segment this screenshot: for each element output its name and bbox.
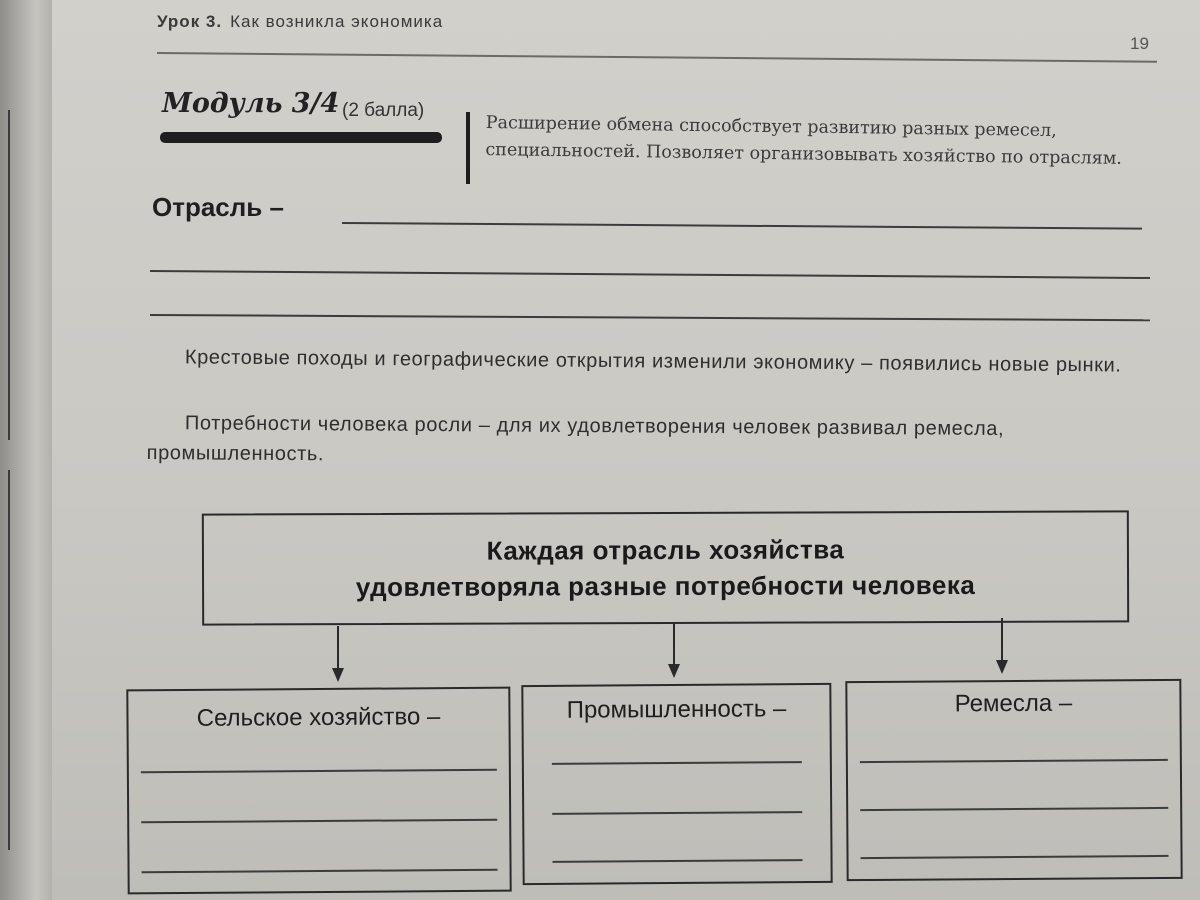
branch-label: Ремесла – [954,689,1073,718]
page-edge-line [8,110,10,440]
answer-line[interactable] [553,859,803,863]
branch-label: Сельское хозяйство – [196,703,441,732]
main-box-line-2: удовлетворяла разные потребности человека [355,569,976,603]
answer-line[interactable] [861,855,1169,859]
page-edge-line [8,470,10,850]
definition-term: Отрасль – [152,192,284,222]
textbook-page [52,0,1200,900]
branch-label: Промышленность – [566,695,787,724]
branch-box-industry [521,683,832,885]
answer-line[interactable] [150,314,1150,321]
answer-line[interactable] [150,270,1150,279]
branch-box-agriculture [126,687,511,895]
header-rule [157,52,1157,63]
answer-line[interactable] [141,819,497,823]
answer-line[interactable] [141,769,497,773]
arrow-down-icon [337,626,339,680]
answer-line[interactable] [552,811,802,815]
diagram-main-box [202,510,1129,625]
lesson-title: Как возникла экономика [230,12,444,31]
module-points: (2 балла) [342,100,425,121]
answer-line[interactable] [142,869,498,873]
lesson-label: Урок 3. [157,12,223,31]
answer-line[interactable] [860,759,1168,763]
answer-line[interactable] [342,222,1142,230]
running-head [157,12,443,32]
left-page-edge [0,0,60,900]
answer-line[interactable] [860,807,1168,811]
description-divider [466,112,470,184]
arrow-down-icon [1001,618,1003,672]
branch-box-crafts [845,679,1182,881]
module-description: Расширение обмена способствует развитию разных ремесел, специальностей. Позволяет организовывать хозяйство по отраслям. [485,112,1123,169]
arrow-down-icon [673,622,675,676]
module-underline-bar [160,132,442,143]
paragraph-crusades: Крестовые походы и географические открытия изменили экономику – появились новые рынки. [184,346,1122,377]
answer-line[interactable] [552,761,802,765]
page-number: 19 [1130,34,1149,53]
main-box-line-1: Каждая отрасль хозяйства [486,534,845,566]
paragraph-needs: Потребности человека росли – для их удовлетворения человек развивал ремесла, промышленность. [146,412,1005,466]
module-title: Модуль 3/4 [162,88,340,119]
